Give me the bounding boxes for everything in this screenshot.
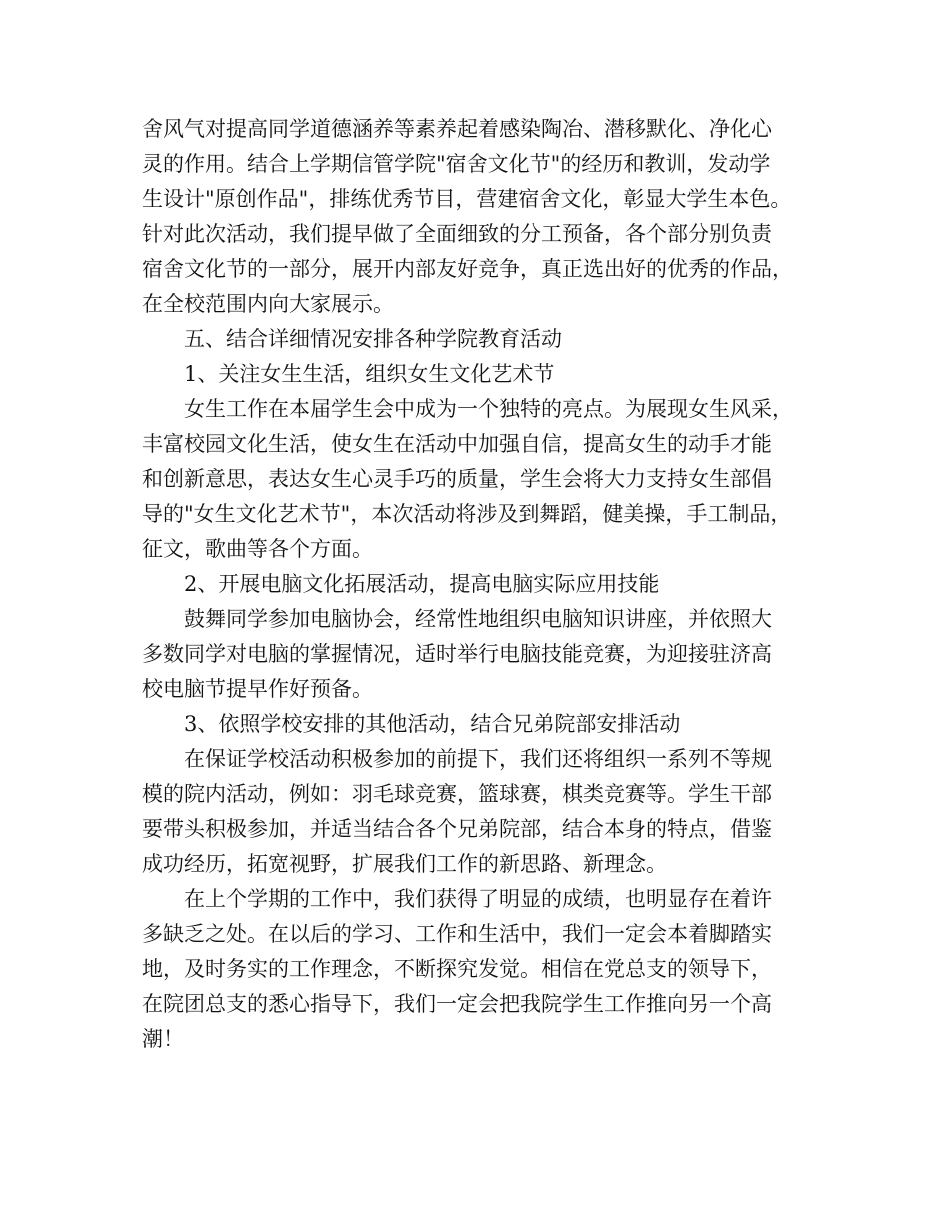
paragraph-line: 生设计"原创作品"，排练优秀节目，营建宿舍文化，彰显大学生本色。 [142,187,792,211]
paragraph-line: 潮！ [142,1027,184,1051]
paragraph-line: 模的院内活动，例如：羽毛球竞赛，篮球赛，棋类竞赛等。学生干部 [142,782,772,806]
paragraph-line: 导的"女生文化艺术节"，本次活动将涉及到舞蹈，健美操，手工制品， [142,502,792,526]
paragraph-line: 鼓舞同学参加电脑协会，经常性地组织电脑知识讲座，并依照大 [184,607,772,631]
paragraph-line: 校电脑节提早作好预备。 [142,677,373,701]
paragraph-line: 地，及时务实的工作理念，不断探究发觉。相信在党总支的领导下， [142,957,772,981]
paragraph-line: 丰富校园文化生活，使女生在活动中加强自信，提高女生的动手才能 [142,432,772,456]
paragraph-line: 在上个学期的工作中，我们获得了明显的成绩，也明显存在着许 [184,887,772,911]
paragraph-line: 灵的作用。结合上学期信管学院"宿舍文化节"的经历和教训，发动学 [142,152,771,176]
paragraph-line: 征文，歌曲等各个方面。 [142,537,373,561]
paragraph-line: 女生工作在本届学生会中成为一个独特的亮点。为展现女生风采， [184,397,793,421]
paragraph-line: 在院团总支的悉心指导下，我们一定会把我院学生工作推向另一个高 [142,992,772,1016]
paragraph-line: 针对此次活动，我们提早做了全面细致的分工预备，各个部分别负责 [142,222,772,246]
subsection-heading: 3、依照学校安排的其他活动，结合兄弟院部安排活动 [184,712,681,736]
paragraph-line: 要带头积极参加，并适当结合各个兄弟院部，结合本身的特点，借鉴 [142,817,772,841]
paragraph-line: 多数同学对电脑的掌握情况，适时举行电脑技能竞赛，为迎接驻济高 [142,642,772,666]
subsection-heading: 1、关注女生生活，组织女生文化艺术节 [184,362,555,386]
subsection-heading: 2、开展电脑文化拓展活动，提高电脑实际应用技能 [184,572,660,596]
paragraph-line: 多缺乏之处。在以后的学习、工作和生活中，我们一定会本着脚踏实 [142,922,772,946]
paragraph-line: 宿舍文化节的一部分，展开内部友好竞争，真正选出好的优秀的作品， [142,257,793,281]
paragraph-line: 和创新意思，表达女生心灵手巧的质量，学生会将大力支持女生部倡 [142,467,772,491]
paragraph-line: 舍风气对提高同学道德涵养等素养起着感染陶冶、潜移默化、净化心 [142,117,772,141]
paragraph-line: 成功经历，拓宽视野，扩展我们工作的新思路、新理念。 [142,852,667,876]
section-heading: 五、结合详细情况安排各种学院教育活动 [184,327,562,351]
document-body [142,112,822,1057]
paragraph-line: 在保证学校活动积极参加的前提下，我们还将组织一系列不等规 [184,747,772,771]
paragraph-line: 在全校范围内向大家展示。 [142,292,394,316]
